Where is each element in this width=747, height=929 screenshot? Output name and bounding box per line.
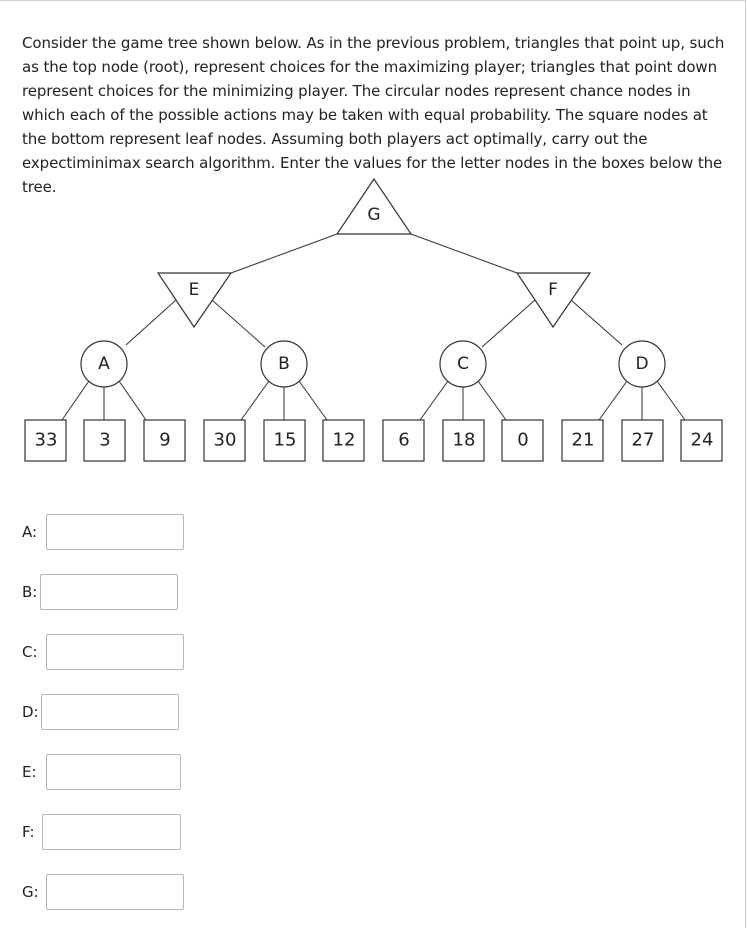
leaf-value: 33 [34, 429, 58, 451]
edge-e-a [126, 300, 176, 345]
answer-label-a: A: [22, 523, 38, 541]
node-label-f: F [548, 280, 558, 300]
answer-label-b: B: [22, 583, 38, 601]
leaf-value: 24 [690, 429, 714, 451]
answer-label-g: G: [22, 883, 39, 901]
answer-row-b [22, 573, 178, 611]
edge-f-d [571, 300, 622, 345]
answer-input-b[interactable] [40, 574, 178, 610]
answer-input-e[interactable] [46, 754, 181, 790]
leaf-value: 9 [159, 429, 171, 451]
leaf-value: 12 [332, 429, 356, 451]
node-label-e: E [188, 280, 200, 300]
leaf-value: 21 [571, 429, 595, 451]
answer-row-e [22, 753, 181, 791]
answer-row-d [22, 693, 179, 731]
node-label-a: A [98, 354, 110, 374]
leaf-value: 6 [398, 429, 410, 451]
answer-row-g [22, 873, 184, 911]
answer-row-a [22, 513, 184, 551]
leaf-value: 0 [517, 429, 529, 451]
answer-input-f[interactable] [42, 814, 181, 850]
edge-e-b [212, 300, 265, 347]
leaf-value: 18 [452, 429, 476, 451]
answer-label-d: D: [22, 703, 39, 721]
leaf-value: 15 [273, 429, 297, 451]
answer-input-a[interactable] [46, 514, 184, 550]
answer-row-c [22, 633, 184, 671]
answer-label-e: E: [22, 763, 37, 781]
edge-f-c [482, 300, 535, 347]
leaf-value: 3 [99, 429, 111, 451]
answer-row-f [22, 813, 181, 851]
question-text: Consider the game tree shown below. As in the previous problem, triangles that point up, such as the top node (root), represent choices for the maximizing player; triangles that point down represent choices for the minimizing player. The circular nodes represent chance nodes in which each of the possible actions may be taken with equal probability. The square nodes at the bottom represent leaf nodes. Assuming both players act optimally, carry out the expectiminimax search algorithm. Enter the values for the letter nodes in the boxes below the tree. [22, 34, 725, 196]
node-label-c: C [457, 354, 469, 374]
leaf-value: 27 [631, 429, 655, 451]
edge-g-f [411, 234, 517, 273]
leaf-value: 30 [213, 429, 237, 451]
answer-label-c: C: [22, 643, 38, 661]
node-label-b: B [278, 354, 290, 374]
node-label-g: G [367, 205, 381, 225]
answer-input-d[interactable] [41, 694, 179, 730]
answer-label-f: F: [22, 823, 35, 841]
answer-input-c[interactable] [46, 634, 184, 670]
node-label-d: D [635, 354, 649, 374]
edge-g-e [231, 234, 337, 273]
answer-input-g[interactable] [46, 874, 184, 910]
